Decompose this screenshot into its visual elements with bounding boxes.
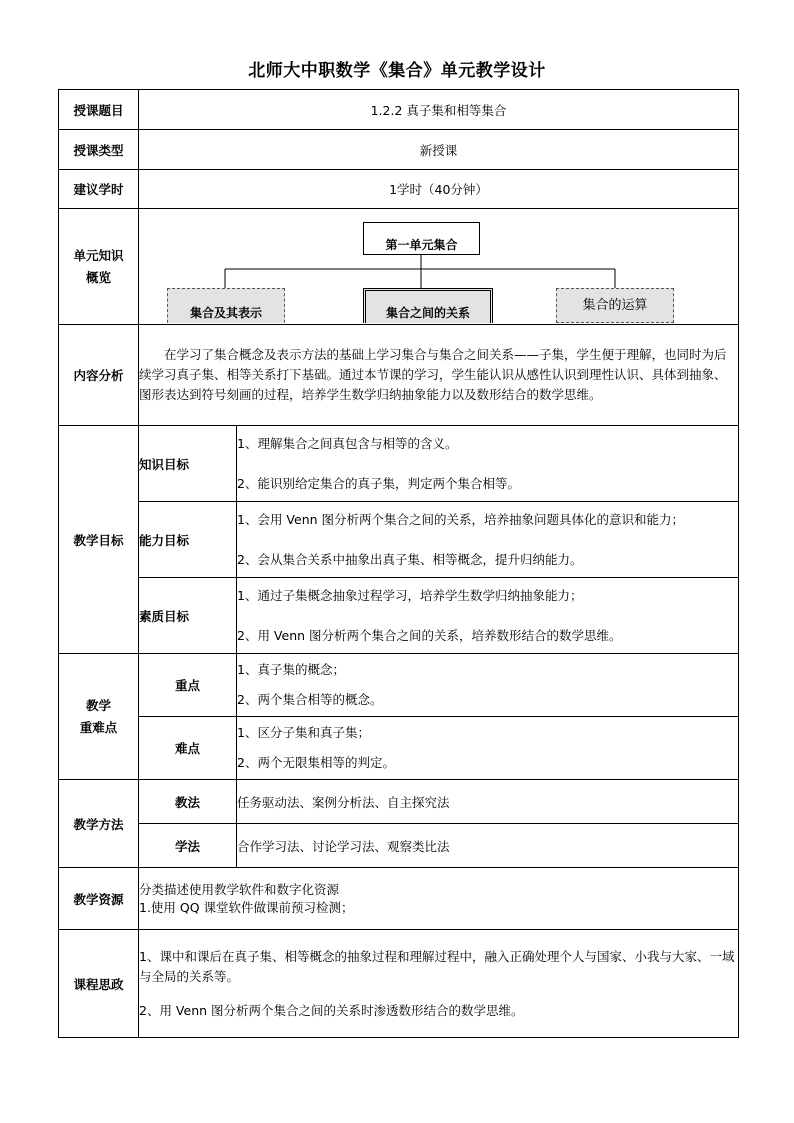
overview-label-line2: 概览: [85, 269, 111, 285]
row-hours: [59, 170, 739, 209]
quality-goal-items: [237, 578, 739, 654]
overview-label-line1: 单元知识: [73, 247, 124, 263]
keypoints-label-line2: 重难点: [79, 719, 118, 735]
keypoints-label: [59, 654, 139, 780]
row-learn-method: [59, 824, 739, 868]
ideology-label: 课程思政: [59, 930, 139, 1038]
diagram-child1-box: 集合及其表示: [167, 288, 285, 323]
row-difficult-point: [59, 717, 739, 780]
row-goal-ability: [59, 502, 739, 578]
knowledge-goal-item: 1、理解集合之间真包含与相等的含义。: [237, 435, 458, 451]
unit-structure-diagram: [139, 210, 738, 323]
teach-method-label: 教法: [139, 780, 237, 824]
goals-label: 教学目标: [59, 426, 139, 654]
analysis-text: 在学习了集合概念及表示方法的基础上学习集合与集合之间关系——子集，学生便于理解，也同时为后续学习真子集、相等关系打下基础。通过本节课的学习，学生能认识从感性认识到理性认识、具体到抽象、图形表达到符号刻画的过程，培养学生数学归纳抽象能力以及数形结合的数学思维。: [139, 325, 739, 426]
quality-goal-item: 1、通过子集概念抽象过程学习，培养学生数学归纳抽象能力；: [237, 587, 583, 603]
ability-goal-item: 2、会从集合关系中抽象出真子集、相等概念，提升归纳能力。: [237, 551, 583, 567]
row-ideology: [59, 930, 739, 1038]
resources-line2: 1.使用 QQ 课堂软件做课前预习检测；: [139, 899, 354, 915]
key-point-item: 2、两个集合相等的概念。: [237, 692, 383, 707]
ideology-item1: 1、课中和课后在真子集、相等概念的抽象过程和理解过程中，融入正确处理个人与国家、小我与大家、一域与全局的关系等。: [139, 948, 735, 984]
ability-goal-label: 能力目标: [139, 502, 237, 578]
row-topic: [59, 90, 739, 130]
quality-goal-label: 素质目标: [139, 578, 237, 654]
ability-goal-items: [237, 502, 739, 578]
row-goal-knowledge: [59, 426, 739, 502]
document-title: 北师大中职数学《集合》单元教学设计: [248, 61, 546, 81]
knowledge-goal-items: [237, 426, 739, 502]
key-point-items: [237, 654, 739, 717]
knowledge-goal-label: 知识目标: [139, 426, 237, 502]
ideology-item2: 2、用 Venn 图分析两个集合之间的关系时渗透数形结合的数学思维。: [139, 1002, 524, 1018]
difficult-point-label: 难点: [139, 717, 237, 780]
difficult-point-item: 2、两个无限集相等的判定。: [237, 755, 395, 770]
difficult-point-item: 1、区分子集和真子集；: [237, 725, 370, 740]
topic-label: 授课题目: [59, 90, 139, 130]
resources-label: 教学资源: [59, 868, 139, 930]
hours-value: 1学时（40分钟）: [139, 170, 739, 209]
row-teach-method: [59, 780, 739, 824]
ideology-content: [139, 930, 739, 1038]
methods-label: 教学方法: [59, 780, 139, 868]
overview-label: [59, 209, 139, 325]
row-goal-quality: [59, 578, 739, 654]
resources-line1: 分类描述使用教学软件和数字化资源: [139, 881, 340, 897]
diagram-root-box: 第一单元集合: [363, 222, 480, 255]
row-key-point: [59, 654, 739, 717]
quality-goal-item: 2、用 Venn 图分析两个集合之间的关系，培养数形结合的数学思维。: [237, 627, 622, 643]
topic-value: 1.2.2 真子集和相等集合: [139, 90, 739, 130]
learn-method-value: 合作学习法、讨论学习法、观察类比法: [237, 824, 739, 868]
overview-diagram-cell: [139, 209, 739, 325]
key-point-item: 1、真子集的概念；: [237, 662, 345, 677]
row-type: [59, 130, 739, 170]
knowledge-goal-item: 2、能识别给定集合的真子集，判定两个集合相等。: [237, 475, 520, 491]
hours-label: 建议学时: [59, 170, 139, 209]
type-value: 新授课: [139, 130, 739, 170]
lesson-design-table: [58, 89, 739, 1038]
type-label: 授课类型: [59, 130, 139, 170]
diagram-child2-box: 集合之间的关系: [363, 288, 493, 323]
difficult-point-items: [237, 717, 739, 780]
key-point-label: 重点: [139, 654, 237, 717]
keypoints-label-line1: 教学: [85, 697, 111, 713]
learn-method-label: 学法: [139, 824, 237, 868]
row-analysis: [59, 325, 739, 426]
resources-content: [139, 868, 739, 930]
row-resources: [59, 868, 739, 930]
teach-method-value: 任务驱动法、案例分析法、自主探究法: [237, 780, 739, 824]
row-overview: [59, 209, 739, 325]
analysis-label: 内容分析: [59, 325, 139, 426]
ability-goal-item: 1、会用 Venn 图分析两个集合之间的关系，培养抽象问题具体化的意识和能力；: [237, 511, 685, 527]
diagram-child3-box: 集合的运算: [556, 288, 674, 323]
